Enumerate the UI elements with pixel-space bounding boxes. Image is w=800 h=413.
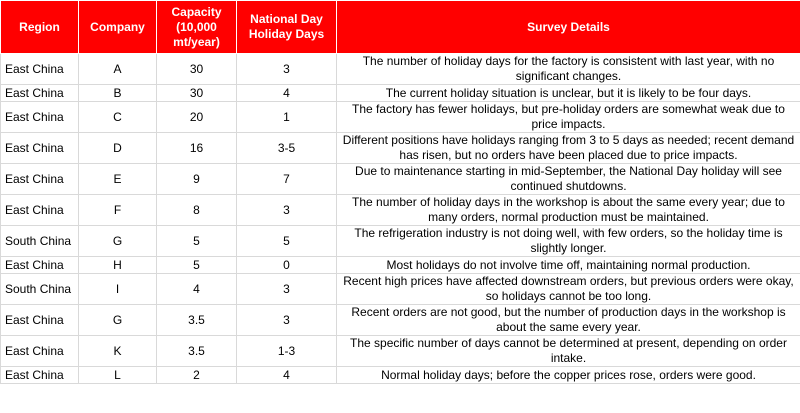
- table-row: [1, 305, 800, 336]
- header-row: [1, 1, 800, 54]
- cell-region: South China: [1, 274, 79, 305]
- cell-company: G: [79, 305, 157, 336]
- cell-capacity: 8: [157, 195, 237, 226]
- cell-holiday-days: 5: [237, 226, 337, 257]
- cell-company: K: [79, 336, 157, 367]
- table-row: [1, 226, 800, 257]
- cell-capacity: 20: [157, 102, 237, 133]
- header-region: Region: [1, 1, 79, 54]
- cell-details: Most holidays do not involve time off, maintaining normal production.: [337, 257, 800, 274]
- cell-region: East China: [1, 102, 79, 133]
- header-capacity: Capacity (10,000 mt/year): [157, 1, 237, 54]
- header-company: Company: [79, 1, 157, 54]
- cell-holiday-days: 4: [237, 367, 337, 384]
- cell-holiday-days: 3: [237, 274, 337, 305]
- header-survey-details: Survey Details: [337, 1, 800, 54]
- cell-holiday-days: 1-3: [237, 336, 337, 367]
- cell-company: B: [79, 85, 157, 102]
- cell-capacity: 5: [157, 226, 237, 257]
- table-row: [1, 85, 800, 102]
- cell-region: East China: [1, 257, 79, 274]
- cell-capacity: 4: [157, 274, 237, 305]
- cell-region: East China: [1, 305, 79, 336]
- cell-company: F: [79, 195, 157, 226]
- table-row: [1, 257, 800, 274]
- cell-company: I: [79, 274, 157, 305]
- cell-holiday-days: 7: [237, 164, 337, 195]
- cell-company: L: [79, 367, 157, 384]
- table-row: [1, 274, 800, 305]
- cell-holiday-days: 3: [237, 195, 337, 226]
- cell-details: Recent high prices have affected downstream orders, but previous orders were okay, so holidays cannot be too long.: [337, 274, 800, 305]
- cell-details: Different positions have holidays ranging from 3 to 5 days as needed; recent demand has risen, but no orders have been placed due to price impacts.: [337, 133, 800, 164]
- cell-region: East China: [1, 195, 79, 226]
- cell-capacity: 2: [157, 367, 237, 384]
- cell-capacity: 30: [157, 54, 237, 85]
- cell-company: A: [79, 54, 157, 85]
- cell-holiday-days: 3: [237, 305, 337, 336]
- cell-capacity: 9: [157, 164, 237, 195]
- cell-holiday-days: 1: [237, 102, 337, 133]
- cell-capacity: 3.5: [157, 305, 237, 336]
- cell-details: The factory has fewer holidays, but pre-holiday orders are somewhat weak due to price impacts.: [337, 102, 800, 133]
- cell-company: H: [79, 257, 157, 274]
- cell-capacity: 30: [157, 85, 237, 102]
- cell-details: The specific number of days cannot be determined at present, depending on order intake.: [337, 336, 800, 367]
- cell-details: Recent orders are not good, but the number of production days in the workshop is about the same every year.: [337, 305, 800, 336]
- cell-region: South China: [1, 226, 79, 257]
- cell-details: The current holiday situation is unclear, but it is likely to be four days.: [337, 85, 800, 102]
- cell-region: East China: [1, 367, 79, 384]
- table-row: [1, 367, 800, 384]
- cell-details: The number of holiday days for the factory is consistent with last year, with no significant changes.: [337, 54, 800, 85]
- cell-holiday-days: 0: [237, 257, 337, 274]
- table-row: [1, 195, 800, 226]
- table-row: [1, 164, 800, 195]
- cell-capacity: 5: [157, 257, 237, 274]
- cell-region: East China: [1, 164, 79, 195]
- header-holiday-days: National Day Holiday Days: [237, 1, 337, 54]
- cell-capacity: 16: [157, 133, 237, 164]
- cell-holiday-days: 3: [237, 54, 337, 85]
- cell-region: East China: [1, 133, 79, 164]
- cell-region: East China: [1, 54, 79, 85]
- cell-details: The refrigeration industry is not doing well, with few orders, so the holiday time is slightly longer.: [337, 226, 800, 257]
- cell-company: G: [79, 226, 157, 257]
- table-row: [1, 54, 800, 85]
- cell-details: Due to maintenance starting in mid-September, the National Day holiday will see continued shutdowns.: [337, 164, 800, 195]
- cell-details: The number of holiday days in the workshop is about the same every year; due to many orders, normal production must be maintained.: [337, 195, 800, 226]
- cell-company: D: [79, 133, 157, 164]
- cell-region: East China: [1, 85, 79, 102]
- table-row: [1, 102, 800, 133]
- cell-region: East China: [1, 336, 79, 367]
- cell-details: Normal holiday days; before the copper prices rose, orders were good.: [337, 367, 800, 384]
- cell-holiday-days: 4: [237, 85, 337, 102]
- cell-company: C: [79, 102, 157, 133]
- cell-company: E: [79, 164, 157, 195]
- table-row: [1, 133, 800, 164]
- table-row: [1, 336, 800, 367]
- cell-capacity: 3.5: [157, 336, 237, 367]
- cell-holiday-days: 3-5: [237, 133, 337, 164]
